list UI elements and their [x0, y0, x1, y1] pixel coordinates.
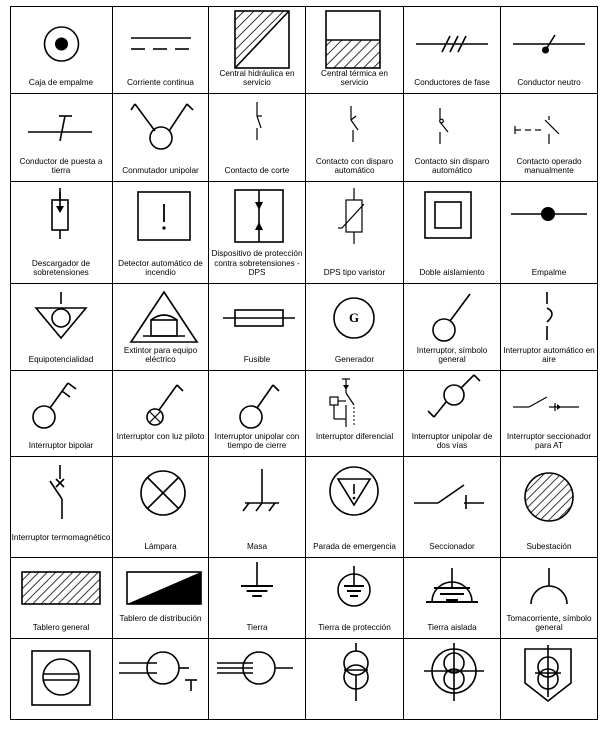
symbol-cell — [306, 182, 404, 284]
symbol-cell — [209, 6, 306, 94]
symbol-cell — [306, 284, 404, 371]
symbol-cell — [404, 284, 501, 371]
symbol-cell — [306, 558, 404, 639]
symbol-label: Interruptor unipolar con tiempo de cierre — [214, 431, 300, 451]
symbol-cell — [209, 639, 306, 720]
symbol-cell — [404, 457, 501, 558]
symbol-label: Contacto de corte — [224, 166, 290, 176]
symbol-label: Parada de emergencia — [313, 542, 396, 552]
symbol-label: Masa — [246, 542, 268, 552]
symbol-cell — [113, 284, 209, 371]
symbol-label: Interruptor unipolar de dos vías — [411, 431, 493, 451]
symbol-cell — [113, 457, 209, 558]
symbol-label: Contacto operado manualmente — [516, 156, 582, 176]
symbol-label: Doble aislamiento — [419, 268, 485, 278]
symbol-label: Interruptor seccionador para AT — [506, 431, 592, 451]
symbol-label: Contacto con disparo automático — [315, 156, 394, 176]
symbol-label: Tablero general — [32, 623, 90, 633]
symbol-label: Tierra de protección — [318, 623, 391, 633]
symbol-label: Dispositivo de protección contra sobretensiones - DPS — [211, 249, 303, 278]
symbol-cell — [404, 182, 501, 284]
symbol-label: Interruptor, símbolo general — [416, 345, 488, 365]
symbol-label: Conductores de fase — [414, 78, 490, 88]
symbol-cell — [113, 182, 209, 284]
symbol-label: Corriente continua — [127, 78, 194, 88]
symbol-cell — [113, 6, 209, 94]
symbol-cell — [10, 558, 113, 639]
symbol-cell — [10, 457, 113, 558]
symbol-label: Tablero de distribución — [119, 613, 202, 623]
symbol-cell — [501, 371, 598, 457]
symbol-cell — [306, 457, 404, 558]
symbol-label: Generador — [334, 355, 375, 365]
symbol-label: Detector automático de incendio — [118, 258, 203, 278]
symbol-cell — [306, 371, 404, 457]
symbol-cell — [113, 371, 209, 457]
symbol-cell — [113, 558, 209, 639]
symbol-cell — [501, 457, 598, 558]
symbol-label: Equipotencialidad — [28, 355, 94, 365]
symbol-cell — [10, 371, 113, 457]
symbol-label: Empalme — [531, 268, 567, 278]
symbol-cell — [113, 94, 209, 182]
symbol-label: Tomacorriente, símbolo general — [506, 613, 592, 633]
symbol-cell — [10, 94, 113, 182]
symbol-label: Tierra aislada — [427, 623, 477, 633]
symbol-cell — [209, 558, 306, 639]
symbol-cell — [113, 639, 209, 720]
symbol-cell — [306, 94, 404, 182]
symbol-label: Subestación — [526, 542, 572, 552]
generator-letter: G — [348, 310, 360, 325]
symbol-cell — [209, 457, 306, 558]
symbol-cell — [209, 284, 306, 371]
symbol-label: Extintor para equipo eléctrico — [123, 345, 198, 365]
symbol-label: Central hidráulica en servicio — [219, 68, 295, 88]
symbol-label: Interruptor con luz piloto — [116, 431, 205, 441]
symbol-cell — [501, 639, 598, 720]
symbol-label: Seccionador — [429, 542, 475, 552]
symbol-label: Interruptor diferencial — [315, 431, 394, 441]
symbol-cell — [501, 6, 598, 94]
symbol-cell — [501, 94, 598, 182]
symbol-label: Interruptor automático en aire — [503, 345, 595, 365]
symbol-label: Interruptor termomagnético — [11, 532, 111, 542]
symbol-label: Conductor de puesta a tierra — [19, 156, 103, 176]
symbol-cell — [209, 94, 306, 182]
symbol-label: Conductor neutro — [517, 78, 581, 88]
symbol-cell — [404, 639, 501, 720]
symbol-cell — [404, 371, 501, 457]
symbol-cell — [10, 284, 113, 371]
symbol-cell — [501, 182, 598, 284]
symbol-cell — [306, 6, 404, 94]
symbol-cell — [501, 558, 598, 639]
symbol-label: Descargador de sobretensiones — [31, 258, 91, 278]
symbol-label: DPS tipo varistor — [323, 268, 386, 278]
symbol-label: Central térmica en servicio — [321, 68, 388, 88]
symbol-cell — [306, 639, 404, 720]
symbol-label: Tierra — [246, 623, 268, 633]
symbol-cell — [404, 94, 501, 182]
symbol-cell — [404, 6, 501, 94]
symbol-cell — [209, 182, 306, 284]
symbol-cell — [10, 182, 113, 284]
symbol-cell — [501, 284, 598, 371]
symbol-label: Interruptor bipolar — [28, 441, 94, 451]
symbol-label: Lámpara — [144, 542, 177, 552]
symbol-cell — [10, 6, 113, 94]
symbol-cell — [209, 371, 306, 457]
symbol-label: Caja de empalme — [28, 78, 94, 88]
symbol-label: Conmutador unipolar — [122, 166, 199, 176]
symbol-label: Fusible — [243, 355, 271, 365]
symbol-cell — [10, 639, 113, 720]
symbol-label: Contacto sin disparo automático — [414, 156, 490, 176]
symbol-cell — [404, 558, 501, 639]
